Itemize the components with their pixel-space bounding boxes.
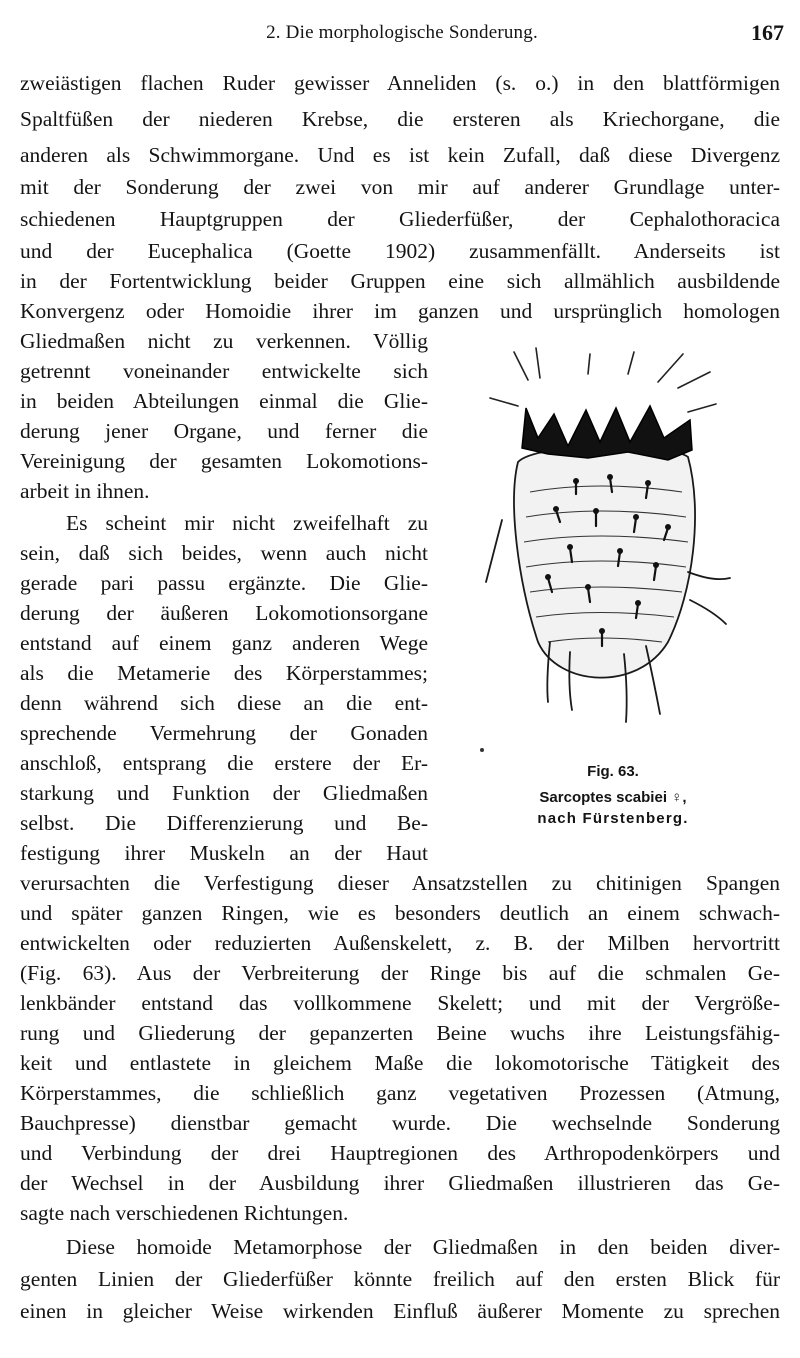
text-line: in beiden Abteilungen einmal die Glie- <box>20 389 428 413</box>
text-line: rung und Gliederung der gepanzerten Beine wuchs ihre Leistungsfähig- <box>20 1021 780 1045</box>
text-line: einen in gleicher Weise wirkenden Einfluß äußerer Momente zu sprechen <box>20 1299 780 1323</box>
text-line: zweiästigen flachen Ruder gewisser Anneliden (s. o.) in den blattförmigen <box>20 71 780 95</box>
mite-illustration <box>478 342 788 762</box>
text-line: gerade pari passu ergänzte. Die Glie- <box>20 571 428 595</box>
text-line: Vereinigung der gesamten Lokomotions- <box>20 449 428 473</box>
text-line: anderen als Schwimmorgane. Und es ist kein Zufall, daß diese Divergenz <box>20 143 780 167</box>
page-header <box>20 22 784 52</box>
text-line: schiedenen Hauptgruppen der Gliederfüßer, der Cephalothoracica <box>20 207 780 231</box>
text-line: selbst. Die Differenzierung und Be- <box>20 811 428 835</box>
mite-body <box>514 446 695 677</box>
text-line: sein, daß sich beides, wenn auch nicht <box>20 541 428 565</box>
text-line: Körperstammes, die schließlich ganz vegetativen Prozessen (Atmung, <box>20 1081 780 1105</box>
text-line: und Verbindung der drei Hauptregionen des Arthropodenkörpers und <box>20 1141 780 1165</box>
text-line: keit und entlastete in gleichem Maße die lokomotorische Tätigkeit des <box>20 1051 780 1075</box>
text-line: entwickelten oder reduzierten Außenskelett, z. B. der Milben hervortritt <box>20 931 780 955</box>
text-line: derung jener Organe, und ferner die <box>20 419 428 443</box>
text-line: getrennt voneinander entwickelte sich <box>20 359 428 383</box>
text-line: Bauchpresse) dienstbar gemacht wurde. Die wechselnde Sonderung <box>20 1111 780 1135</box>
text-line: in der Fortentwicklung beider Gruppen eine sich allmählich ausbildende <box>20 269 780 293</box>
text-line: arbeit in ihnen. <box>20 479 150 503</box>
text-line: Konvergenz oder Homoidie ihrer im ganzen und ursprünglich homologen <box>20 299 780 323</box>
running-head: 2. Die morphologische Sonderung. <box>266 22 538 43</box>
text-line: Gliedmaßen nicht zu verkennen. Völlig <box>20 329 428 353</box>
text-line: und später ganzen Ringen, wie es besonders deutlich an einem schwach- <box>20 901 780 925</box>
page-number: 167 <box>751 20 784 45</box>
text-line: derung der äußeren Lokomotionsorgane <box>20 601 428 625</box>
text-line: Es scheint mir nicht zweifelhaft zu <box>66 511 428 535</box>
text-line: sprechende Vermehrung der Gonaden <box>20 721 428 745</box>
figure-63 <box>478 342 788 842</box>
figure-number: Fig. 63. <box>587 763 639 780</box>
text-line: verursachten die Verfestigung dieser Ansatzstellen zu chitinigen Spangen <box>20 871 780 895</box>
mite-mouthparts <box>522 406 692 460</box>
figure-caption-species: Sarcoptes scabiei ♀, <box>539 789 687 806</box>
text-line: Diese homoide Metamorphose der Gliedmaßen in den beiden diver- <box>66 1235 780 1259</box>
text-line: sagte nach verschiedenen Richtungen. <box>20 1201 349 1225</box>
text-line: anschloß, entsprang die erstere der Er- <box>20 751 428 775</box>
text-line: genten Linien der Gliederfüßer könnte freilich auf den ersten Blick für <box>20 1267 780 1291</box>
text-line: festigung ihrer Muskeln an der Haut <box>20 841 428 865</box>
text-line: und der Eucephalica (Goette 1902) zusammenfällt. Anderseits ist <box>20 239 780 263</box>
text-line: entstand auf einem ganz anderen Wege <box>20 631 428 655</box>
text-line: mit der Sonderung der zwei von mir auf anderer Grundlage unter- <box>20 175 780 199</box>
text-line: der Wechsel in der Ausbildung ihrer Gliedmaßen illustrieren das Ge- <box>20 1171 780 1195</box>
text-line: denn während sich diese an die ent- <box>20 691 428 715</box>
text-line: lenkbänder entstand das vollkommene Skelett; und mit der Vergröße- <box>20 991 780 1015</box>
text-line: (Fig. 63). Aus der Verbreiterung der Ringe bis auf die schmalen Ge- <box>20 961 780 985</box>
text-line: als die Metamerie des Körperstammes; <box>20 661 428 685</box>
figure-caption-source: nach Fürstenberg. <box>537 810 689 827</box>
text-line: Spaltfüßen der niederen Krebse, die ersteren als Kriechorgane, die <box>20 107 780 131</box>
text-line: starkung und Funktion der Gliedmaßen <box>20 781 428 805</box>
